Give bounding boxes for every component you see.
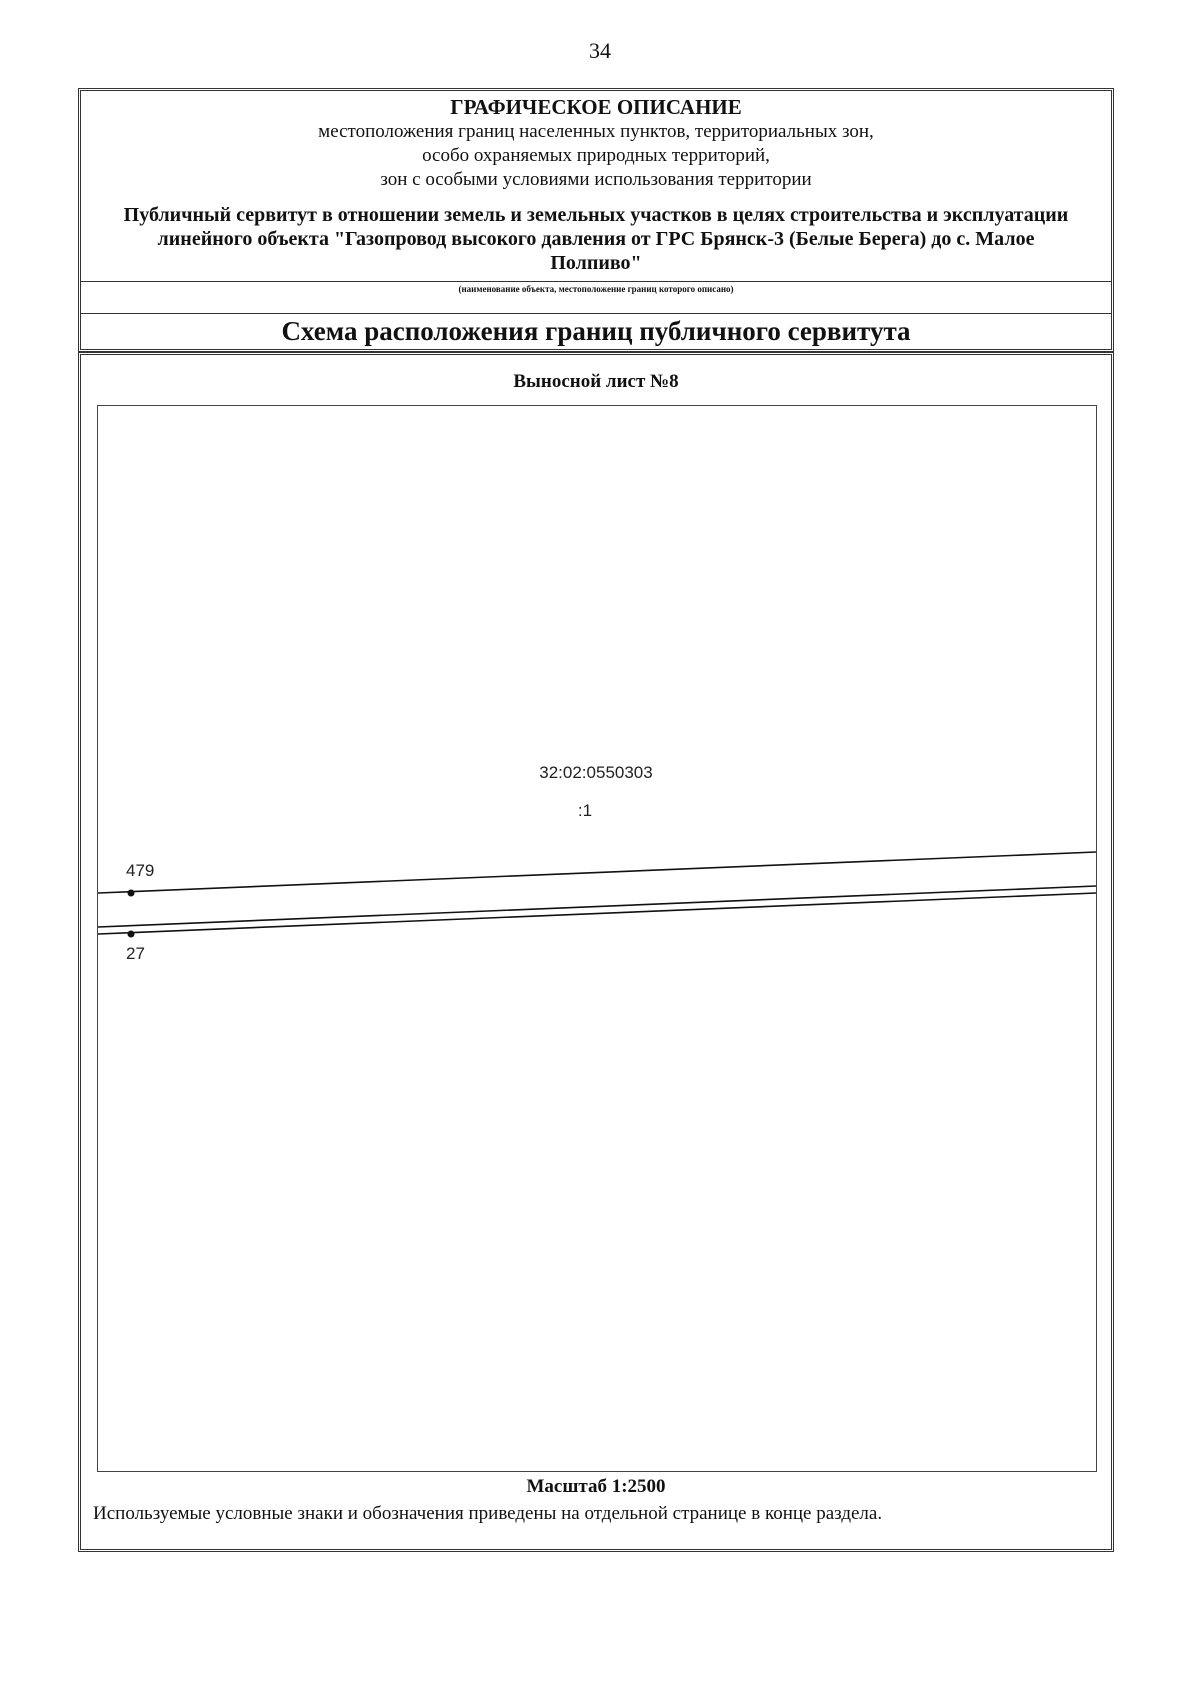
boundary-point xyxy=(128,931,135,938)
page-number: 34 xyxy=(589,38,611,63)
object-description: Публичный сервитут в отношении земель и земельных участков в целях строительства и эксплуатации линейного объекта "Газопровод высокого давления от ГРС Брянск-3 (Белые Берега) до с. Малое Полпиво" xyxy=(123,204,1069,274)
sheet-title: Выносной лист №8 xyxy=(513,371,679,392)
map-area xyxy=(97,405,1097,1472)
object-caption: (наименование объекта, местоположение границ которого описано) xyxy=(458,284,734,294)
point-label-27: 27 xyxy=(126,944,145,963)
divider xyxy=(81,281,1111,282)
subtitle-line-1: местоположения границ населенных пунктов, территориальных зон, xyxy=(318,121,874,142)
boundary-line-middle xyxy=(98,886,1096,927)
boundary-line-lower xyxy=(98,893,1096,934)
scale-label: Масштаб 1:2500 xyxy=(526,1476,666,1497)
divider xyxy=(81,313,1111,314)
scheme-title: Схема расположения границ публичного сервитута xyxy=(281,316,911,346)
legend-note: Используемые условные знаки и обозначения приведены на отдельной странице в конце раздела. xyxy=(93,1503,883,1524)
map-drawing xyxy=(98,406,1096,1471)
subtitle-line-3: зон с особыми условиями использования территории xyxy=(380,169,812,190)
boundary-line-upper xyxy=(98,852,1096,893)
parcel-label: :1 xyxy=(577,801,593,820)
point-label-479: 479 xyxy=(126,861,155,880)
header-block xyxy=(78,88,1114,352)
boundary-point xyxy=(128,890,135,897)
map-block xyxy=(78,352,1114,1552)
document-title: ГРАФИЧЕСКОЕ ОПИСАНИЕ xyxy=(450,95,742,119)
cadastral-block-label: 32:02:0550303 xyxy=(539,763,653,782)
subtitle-line-2: особо охраняемых природных территорий, xyxy=(422,145,770,166)
